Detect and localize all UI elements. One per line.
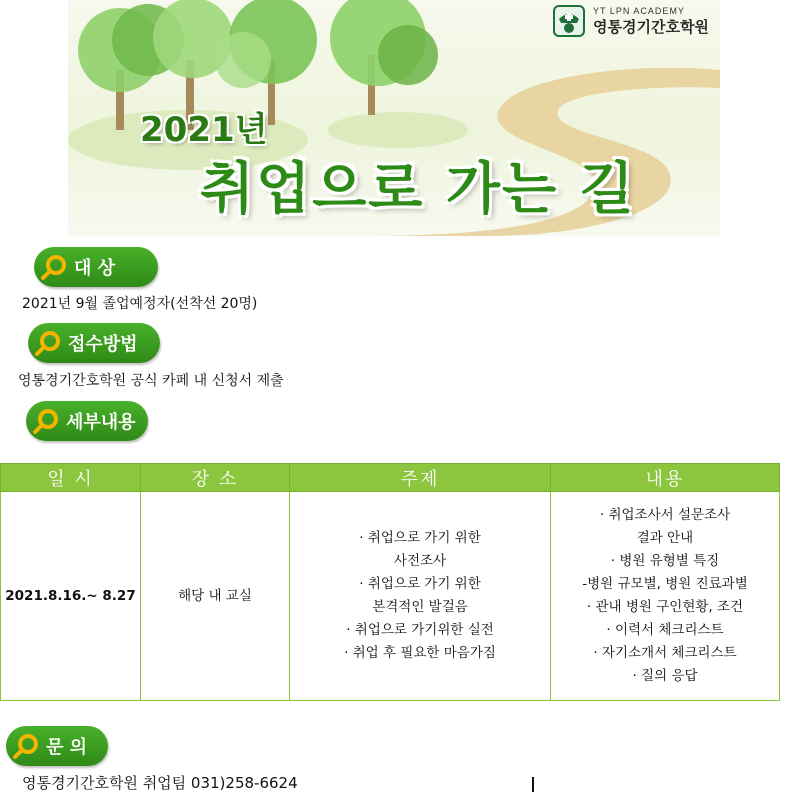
content-line: -병원 규모별, 병원 진료과별 <box>582 576 748 592</box>
section-target-label: 대 상 <box>34 247 158 287</box>
banner-year: 2021년 <box>140 110 268 150</box>
section-apply-text: 영통경기간호학원 공식 카페 내 신청서 제출 <box>18 373 284 389</box>
topic-line: 본격적인 발걸음 <box>372 599 468 615</box>
cell-date: 2021.8.16.~ 8.27 <box>1 492 141 701</box>
section-target-text: 2021년 9월 졸업예정자(선착선 20명) <box>22 296 258 312</box>
cell-place: 해당 내 교실 <box>141 492 290 701</box>
table-row <box>1 492 780 701</box>
content-line: · 병원 유형별 특징 <box>610 553 720 569</box>
topic-line: 사전조사 <box>393 553 447 569</box>
topic-line: · 취업으로 가기위한 실전 <box>346 622 494 638</box>
header-content: 내용 <box>551 464 780 492</box>
content-line: · 자기소개서 체크리스트 <box>593 645 737 661</box>
header-datetime: 일 시 <box>1 464 141 492</box>
header-topic: 주제 <box>290 464 551 492</box>
magnifier-icon <box>32 407 60 435</box>
content-line: · 이력서 체크리스트 <box>606 622 724 638</box>
section-contact-label: 문 의 <box>6 726 108 766</box>
topic-line: · 취업 후 필요한 마음가짐 <box>344 645 496 661</box>
cell-topics <box>290 492 551 701</box>
banner-title: 취업으로 가는 길 <box>200 157 636 222</box>
section-apply-label: 접수방법 <box>28 323 160 363</box>
magnifier-icon <box>12 732 40 760</box>
content-line: · 질의 응답 <box>632 668 698 684</box>
nurse-cap-icon <box>553 5 585 37</box>
schedule-table <box>0 463 780 701</box>
topic-line: · 취업으로 가기 위한 <box>359 576 481 592</box>
text-cursor <box>532 777 534 792</box>
section-details-label: 세부내용 <box>26 401 148 441</box>
cell-contents <box>551 492 780 701</box>
magnifier-icon <box>34 329 62 357</box>
content-line: · 관내 병원 구인현황, 조건 <box>586 599 744 615</box>
content-line: 결과 안내 <box>636 530 694 546</box>
magnifier-icon <box>40 253 68 281</box>
logo-english: YT LPN ACADEMY <box>593 5 685 16</box>
header-place: 장 소 <box>141 464 290 492</box>
logo-korean: 영통경기간호학원 <box>593 17 709 36</box>
section-contact-text: 영통경기간호학원 취업팀 031)258-6624 <box>22 774 298 792</box>
table-header-row <box>1 464 780 492</box>
academy-logo <box>553 4 743 38</box>
topic-line: · 취업으로 가기 위한 <box>359 530 481 546</box>
content-line: · 취업조사서 설문조사 <box>599 507 731 523</box>
